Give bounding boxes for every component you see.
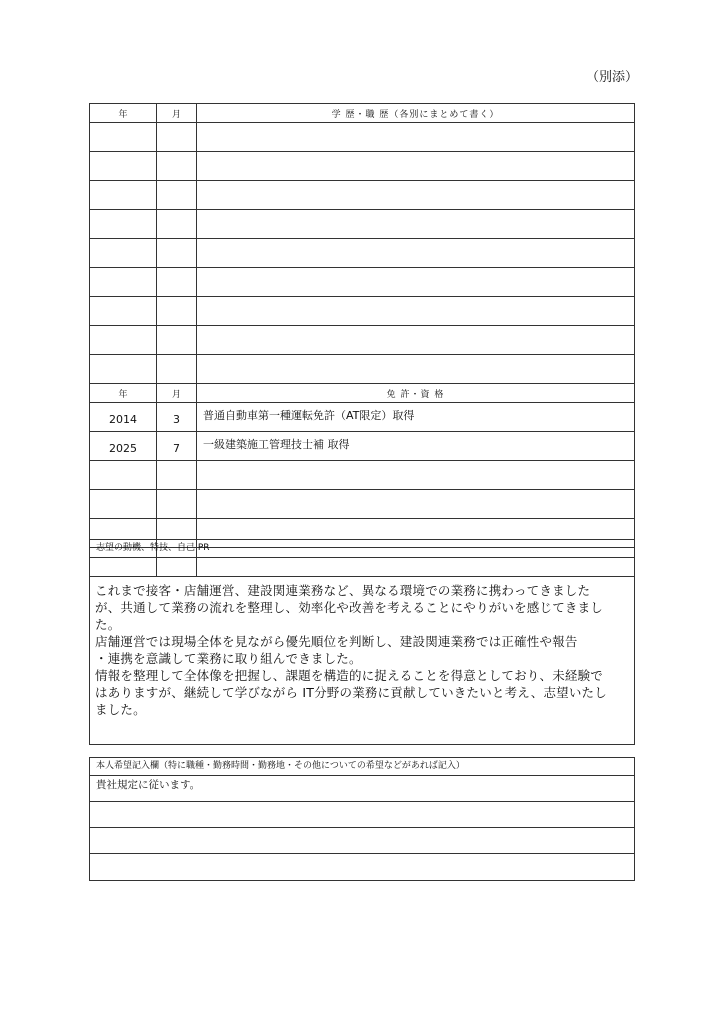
history-year-cell[interactable] [90,123,157,152]
history-year-cell[interactable] [90,210,157,239]
history-row[interactable] [90,297,635,326]
license-month-header: 月 [157,384,197,403]
license-month-cell[interactable]: 3 [157,403,197,432]
history-row[interactable] [90,210,635,239]
license-text-cell[interactable]: 一級建築施工管理技士補 取得 [197,432,635,461]
history-row[interactable] [90,326,635,355]
license-row[interactable] [90,490,635,519]
license-header-row [90,384,635,403]
motivation-text[interactable]: これまで接客・店舗運営、建設関連業務など、異なる環境での業務に携わってきました が、共通して業務の流れを整理し、効率化や改善を考えることにやりがいを感じてきまし た。 店舗運営では現場全体を見ながら優先順位を判断し、建設関連業務では正確性や報告 ・連携を意識して業務に取り組んできました。 情報を整理して全体像を把握し、課題を構造的に捉えることを得意としており、未経験で はありますが、継続して学びながら IT分野の業務に貢献していきたいと考え、志望いたし ました。 [95,583,607,717]
history-text-cell[interactable] [197,123,635,152]
wishes-title: 本人希望記入欄（特に職種・勤務時間・勤務地・その他についての希望などがあれば記入） [90,758,634,776]
wishes-section [89,757,635,881]
history-month-cell[interactable] [157,297,197,326]
history-row[interactable] [90,152,635,181]
attachment-label: （別添） [586,70,639,85]
wishes-line[interactable] [90,802,634,828]
history-year-cell[interactable] [90,152,157,181]
license-title-header: 免 許・資 格 [197,384,635,403]
history-month-header: 月 [157,104,197,123]
license-row[interactable] [90,432,635,461]
history-year-cell[interactable] [90,326,157,355]
wishes-line[interactable]: 貴社規定に従います。 [90,776,634,802]
license-year-cell[interactable] [90,461,157,490]
license-text-cell[interactable]: 普通自動車第一種運転免許（AT限定）取得 [197,403,635,432]
history-month-cell[interactable] [157,210,197,239]
history-month-cell[interactable] [157,268,197,297]
history-year-cell[interactable] [90,181,157,210]
history-row[interactable] [90,239,635,268]
history-header-row [90,104,635,123]
license-month-cell[interactable] [157,461,197,490]
history-year-cell[interactable] [90,239,157,268]
history-title-header: 学 歴・職 歴（各別にまとめて書く） [197,104,635,123]
history-text-cell[interactable] [197,239,635,268]
license-year-cell[interactable]: 2025 [90,432,157,461]
motivation-title: 志望の動機、特技、自己 PR [90,540,634,558]
license-year-header: 年 [90,384,157,403]
license-year-cell[interactable] [90,490,157,519]
history-year-cell[interactable] [90,268,157,297]
history-text-cell[interactable] [197,326,635,355]
license-row[interactable] [90,461,635,490]
history-year-header: 年 [90,104,157,123]
history-month-cell[interactable] [157,123,197,152]
history-row[interactable] [90,123,635,152]
wishes-line[interactable] [90,828,634,854]
motivation-section [89,539,635,745]
history-text-cell[interactable] [197,210,635,239]
license-text-cell[interactable] [197,461,635,490]
history-text-cell[interactable] [197,355,635,384]
history-text-cell[interactable] [197,297,635,326]
history-year-cell[interactable] [90,297,157,326]
history-text-cell[interactable] [197,268,635,297]
history-row[interactable] [90,355,635,384]
license-year-cell[interactable]: 2014 [90,403,157,432]
history-row[interactable] [90,268,635,297]
license-row[interactable] [90,403,635,432]
license-text-cell[interactable] [197,490,635,519]
history-month-cell[interactable] [157,152,197,181]
history-row[interactable] [90,181,635,210]
history-year-cell[interactable] [90,355,157,384]
wishes-line[interactable] [90,854,634,879]
license-month-cell[interactable]: 7 [157,432,197,461]
history-table [89,103,635,577]
history-month-cell[interactable] [157,326,197,355]
history-month-cell[interactable] [157,181,197,210]
history-text-cell[interactable] [197,152,635,181]
license-month-cell[interactable] [157,490,197,519]
history-text-cell[interactable] [197,181,635,210]
history-month-cell[interactable] [157,355,197,384]
history-month-cell[interactable] [157,239,197,268]
